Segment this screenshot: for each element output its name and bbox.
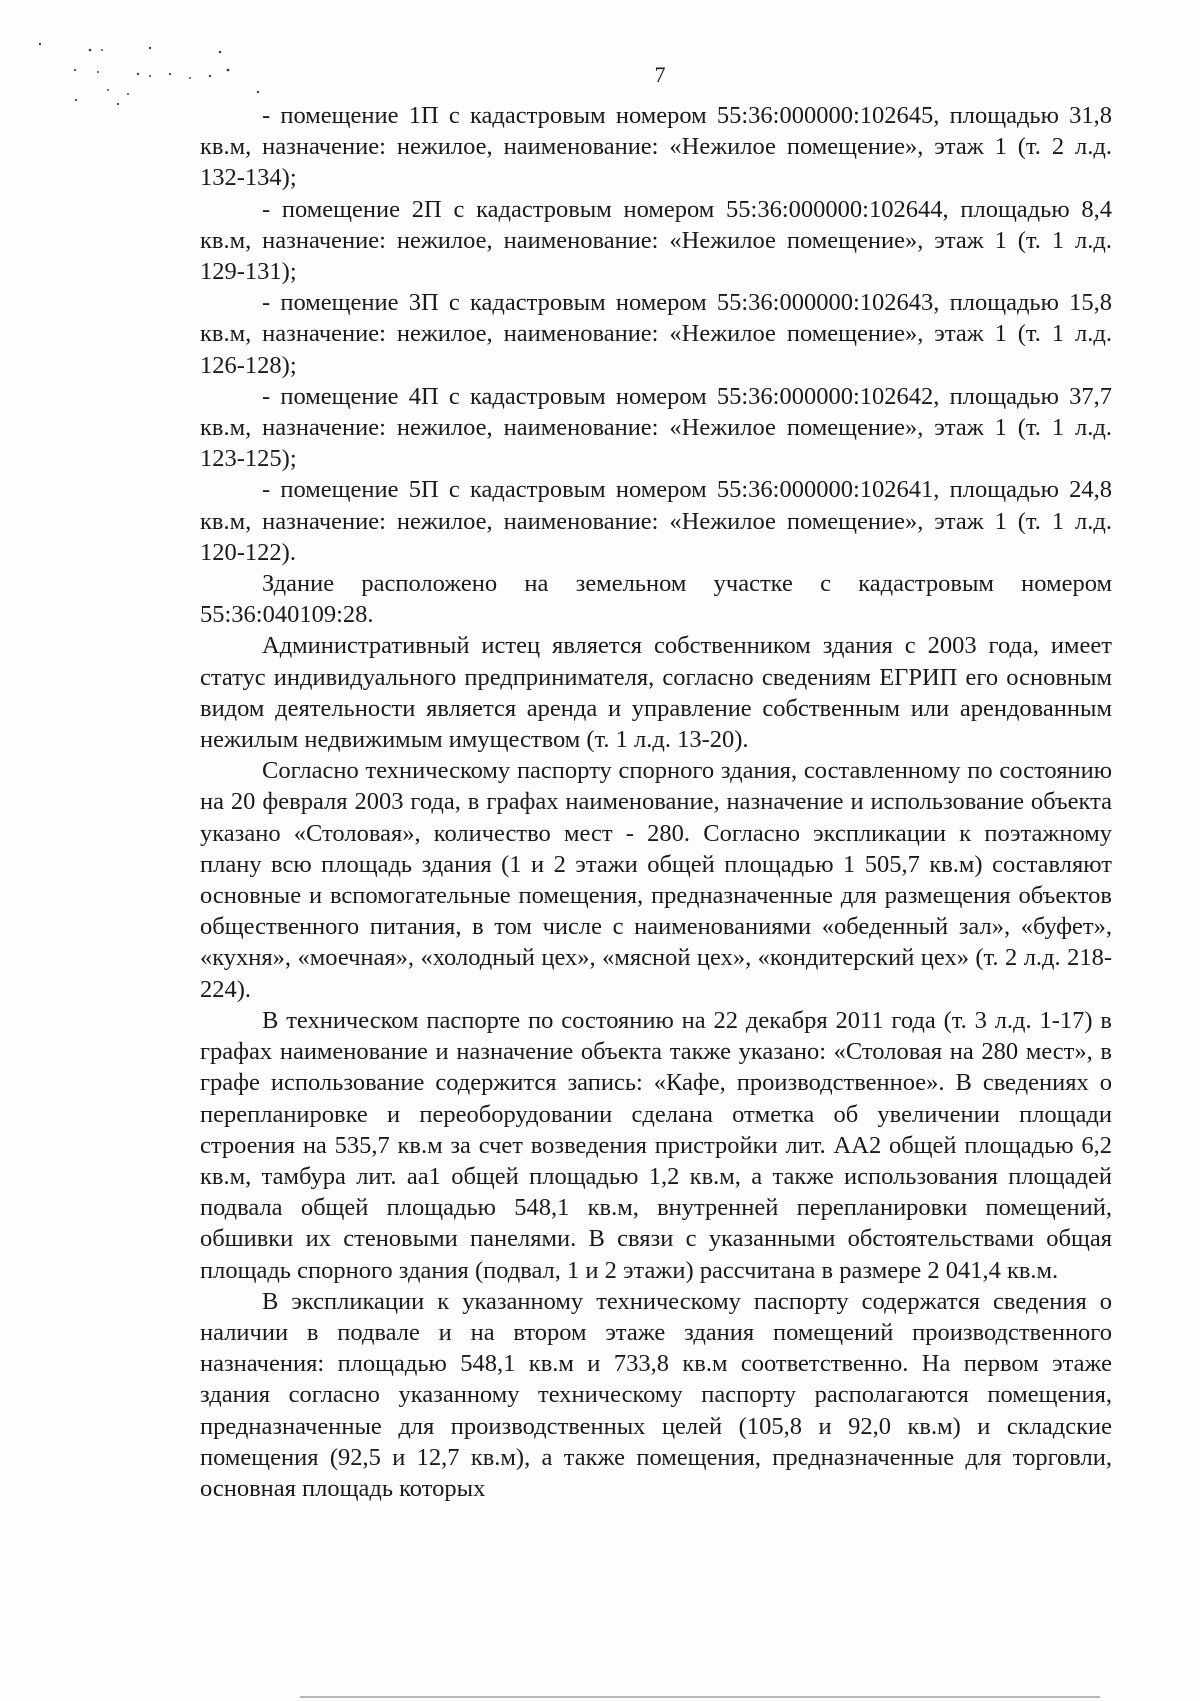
paragraph-owner-status: Административный истец является собственником здания с 2003 года, имеет статус индивидуального предпринимателя, согласно сведениям ЕГРИП его основным видом деятельности является аренда и управление собственным или арендованным нежилым недвижимым имуществом (т. 1 л.д. 13-20). <box>200 632 1112 754</box>
paragraph-tech-passport-2003: Согласно техническому паспорту спорного здания, составленному по состоянию на 20 февраля 2003 года, в графах наименование, назначение и использование объекта указано «Столовая», количество мест - 280. Согласно экспликации к поэтажному плану всю площадь здания (1 и 2 этажи общей площадью 1 505,7 кв.м) составляют основные и вспомогательные помещения, предназначенные для размещения объектов общественного питания, в том числе с наименованиями «обеденный зал», «буфет», «кухня», «моечная», «холодный цех», «мясной цех», «кондитерский цех» (т. 2 л.д. 218-224). <box>200 757 1112 1003</box>
paragraph-room-2p: - помещение 2П с кадастровым номером 55:36:000000:102644, площадью 8,4 кв.м, назначение: нежилое, наименование: «Нежилое помещение», этаж 1 (т. 1 л.д. 129-131); <box>200 195 1112 286</box>
paragraph-room-5p: - помещение 5П с кадастровым номером 55:36:000000:102641, площадью 24,8 кв.м, назначение: нежилое, наименование: «Нежилое помещение», этаж 1 (т. 1 л.д. 120-122). <box>200 476 1112 566</box>
paragraph-land-plot: Здание расположено на земельном участке с кадастровым номером 55:36:040109:28. <box>200 570 1112 629</box>
paragraph-explication: В экспликации к указанному техническому паспорту содержатся сведения о наличии в подвале и на втором этаже здания помещений производственного назначения: площадью 548,1 кв.м и 733,8 кв.м соответственно. На первом этаже здания согласно указанному техническому паспорту располагаются помещения, предназначенные для производственных целей (105,8 и 92,0 кв.м) и складские помещения (92,5 и 12,7 кв.м), а также помещения, предназначенные для торговли, основная площадь которых <box>200 1287 1112 1502</box>
paragraph-room-4p: - помещение 4П с кадастровым номером 55:36:000000:102642, площадью 37,7 кв.м, назначение: нежилое, наименование: «Нежилое помещение», этаж 1 (т. 1 л.д. 123-125); <box>200 382 1112 473</box>
paragraph-room-3p: - помещение 3П с кадастровым номером 55:36:000000:102643, площадью 15,8 кв.м, назначение: нежилое, наименование: «Нежилое помещение», этаж 1 (т. 1 л.д. 126-128); <box>200 289 1112 379</box>
paragraph-room-1p: - помещение 1П с кадастровым номером 55:36:000000:102645, площадью 31,8 кв.м, назначение: нежилое, наименование: «Нежилое помещение», этаж 1 (т. 2 л.д. 132-134); <box>200 102 1112 192</box>
paragraph-tech-passport-2011: В техническом паспорте по состоянию на 22 декабря 2011 года (т. 3 л.д. 1-17) в графах наименование и назначение объекта также указано: «Столовая на 280 мест», в графе использование содержится запись: «Кафе, производственное». В сведениях о перепланировке и переоборудовании сделана отметка об увеличении площади строения на 535,7 кв.м за счет возведения пристройки лит. АА2 общей площадью 6,2 кв.м, тамбура лит. аа1 общей площадью 1,2 кв.м, а также использования площадей подвала общей площадью 548,1 кв.м, внутренней перепланировки помещений, обшивки их стеновыми панелями. В связи с указанными обстоятельствами общая площадь спорного здания (подвал, 1 и 2 этажи) рассчитана в размере 2 041,4 кв.м. <box>200 1006 1112 1284</box>
document-body <box>200 100 1112 1504</box>
scan-bottom-edge <box>300 1696 1100 1698</box>
page-number: 7 <box>654 62 666 87</box>
